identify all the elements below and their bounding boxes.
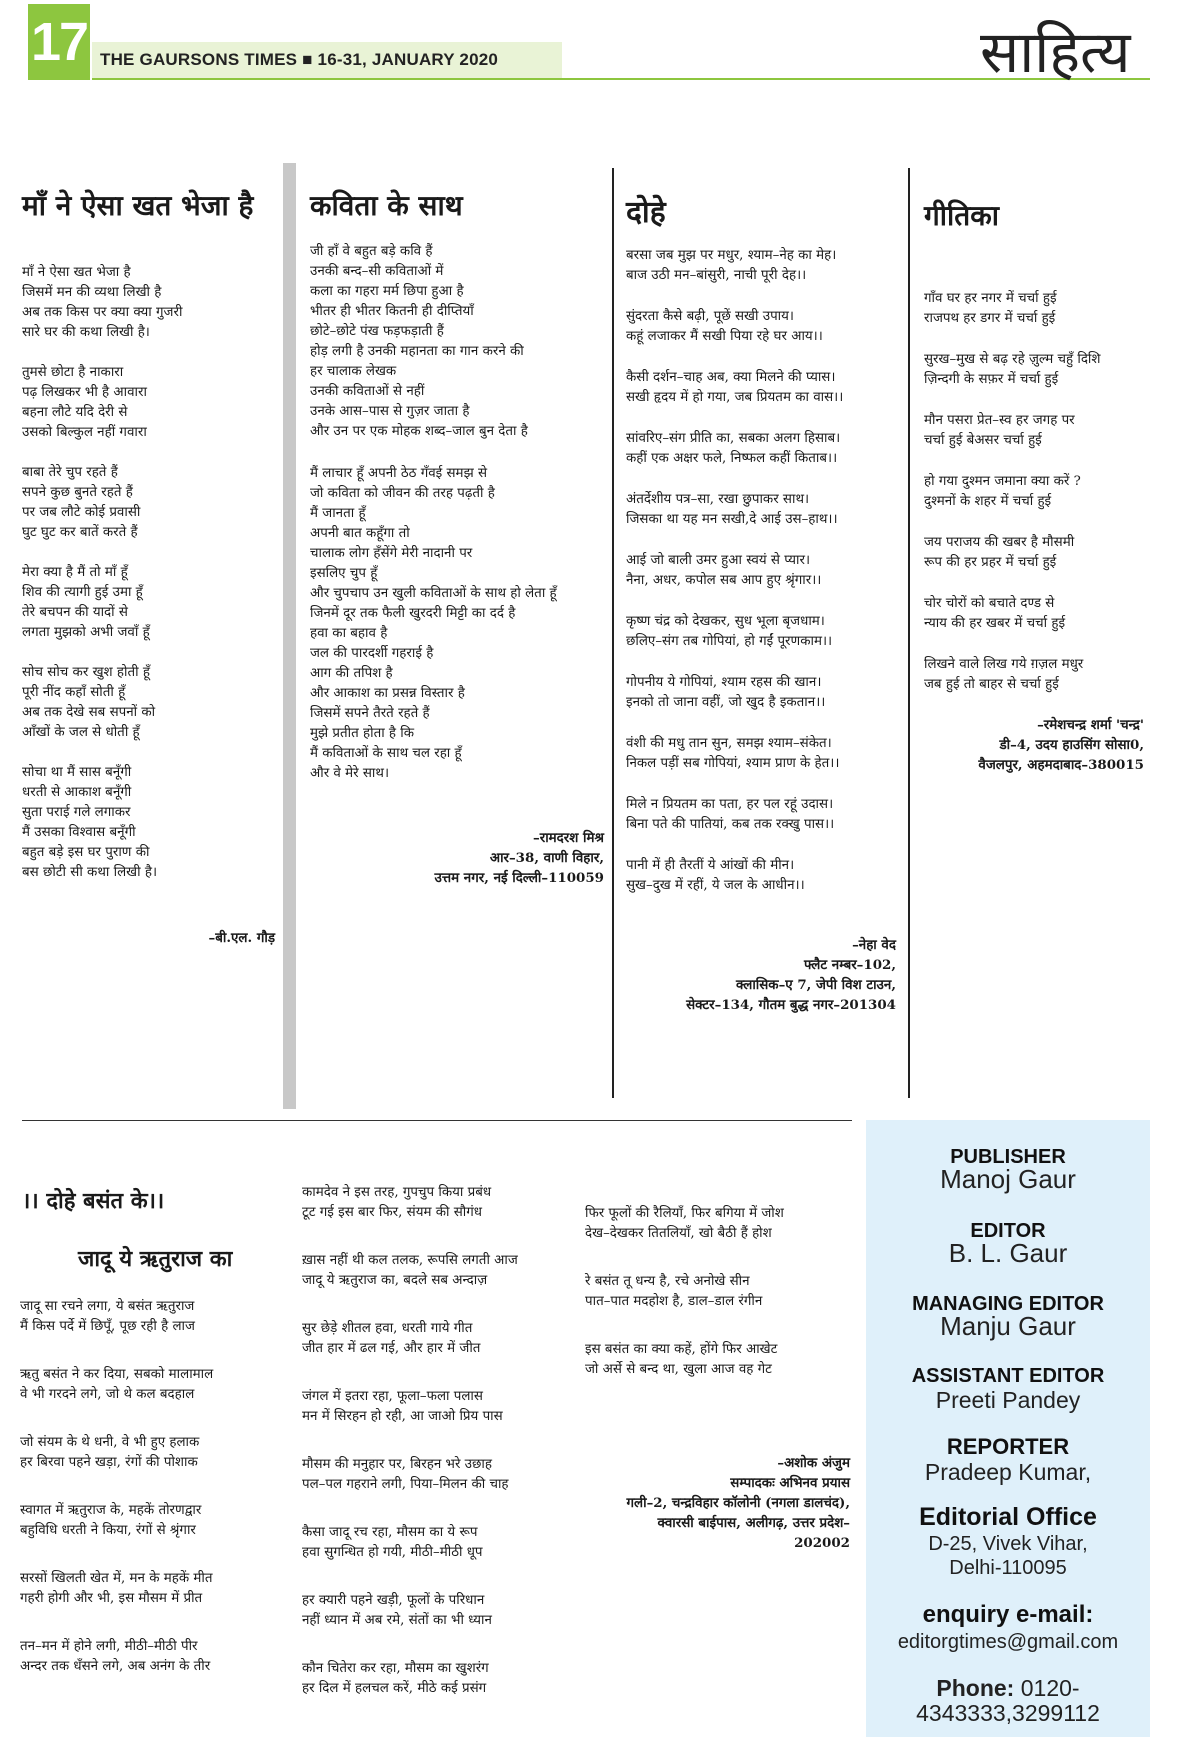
poem-line: सोच सोच कर खुश होती हूँ	[22, 665, 150, 680]
poem-line: जय पराजय की खबर है मौसमी	[924, 535, 1075, 550]
column-divider	[612, 168, 614, 1098]
poem-line: मैं लाचार हूँ अपनी ठेठ गँवई समझ से	[310, 466, 487, 481]
poem-line: जिसमें सपने तैरते रहते हैं	[310, 706, 430, 721]
stanza	[585, 1340, 855, 1380]
author-address-line: 202002	[794, 1535, 850, 1551]
poem-line: होड़ लगी है उनकी महानता का गान करने की	[310, 344, 524, 359]
poem-line: लिखने वाले लिख गये ग़ज़ल मधुर	[924, 657, 1084, 672]
poem-line: मैं किस पर्दे में छिपूँ, पूछ रही है लाज	[20, 1319, 195, 1334]
column-divider-thick	[283, 163, 296, 1109]
assistant-editor-label: ASSISTANT EDITOR	[911, 1365, 1105, 1387]
poem-body	[310, 242, 610, 806]
poem-line: हर बिरवा पहने खड़ा, रंगों की पोशाक	[20, 1455, 198, 1470]
poem-line: पल–पल गहराने लगी, पिया–मिलन की चाह	[302, 1477, 509, 1492]
poem-line: माँ ने ऐसा खत भेजा है	[22, 265, 131, 280]
poem-line: इनको तो जाना वहीं, जो खुद है इकतान।।	[626, 695, 826, 710]
poem-line: वंशी की मधु तान सुन, समझ श्याम–संकेत।	[626, 736, 832, 751]
poem-line: पढ़ लिखकर भी है आवारा	[22, 385, 147, 400]
poem-line: उनकी बन्द–सी कविताओं में	[310, 264, 444, 279]
stanza	[626, 734, 906, 774]
poem-line: इस बसंत का क्या कहें, होंगे फिर आखेट	[585, 1342, 778, 1357]
stanza	[22, 463, 272, 543]
section-divider	[22, 1120, 852, 1121]
poem-line: ज़िन्दगी के सफ़र में चर्चा हुई	[924, 372, 1059, 387]
poem-author: –बी.एल. गौड़	[208, 930, 275, 946]
poem-body	[22, 263, 272, 903]
poem-line: नैना, अधर, कपोल सब आप हुए श्रृंगार।।	[626, 573, 822, 588]
poem-line: देख–देखकर तितलियाँ, खो बैठी हैं होश	[585, 1226, 772, 1241]
stanza	[20, 1365, 290, 1405]
stanza	[22, 263, 272, 343]
email-label: enquiry e-mail:	[922, 1601, 1094, 1628]
poem-line: हर दिल में हलचल करें, मीठे कई प्रसंग	[302, 1681, 487, 1696]
poem-line: मुझे प्रतीत होता है कि	[310, 726, 415, 741]
stanza	[20, 1569, 290, 1609]
stanza	[22, 363, 272, 443]
poem-line: रे बसंत तू धन्य है, रचे अनोखे सीन	[585, 1274, 750, 1289]
poem-line: राजपथ हर डगर में चर्चा हुई	[924, 311, 1056, 326]
poem-author-block	[380, 828, 604, 888]
reporter-name: Pradeep Kumar,	[924, 1459, 1092, 1485]
poem-line: अन्दर तक धँसने लगे, अब अनंग के तीर	[20, 1659, 211, 1674]
poem-line: निकल पड़ीं सब गोपियां, श्याम प्राण के हेत।।	[626, 756, 840, 771]
poem-line: सखी हृदय में हो गया, जब प्रियतम का वास।।	[626, 390, 844, 405]
poem-line: गोपनीय ये गोपियां, श्याम रहस की खान।	[626, 675, 822, 690]
poem-line: कला का गहरा मर्म छिपा हुआ है	[310, 284, 464, 299]
poem-line: सपने कुछ बुनते रहते हैं	[22, 485, 133, 500]
office-label: Editorial Office	[919, 1503, 1097, 1531]
poem-line: घुट घुट कर बातें करते हैं	[22, 525, 138, 540]
stanza	[20, 1501, 290, 1541]
poem-line: तेरे बचपन की यादों से	[22, 605, 128, 620]
poem-line: रूप की हर प्रहर में चर्चा हुई	[924, 555, 1057, 570]
poem-title: कविता के साथ	[310, 189, 463, 222]
poem-body	[924, 289, 1150, 716]
poem-line: बाज उठी मन–बांसुरी, नाची पूरी देह।।	[626, 268, 807, 283]
stanza	[302, 1319, 582, 1359]
poem-line: शिव की त्यागी हुई उमा हूँ	[22, 585, 143, 600]
author-address-line: क्लासिक–ए 7, जेपी विश टाउन,	[735, 977, 896, 993]
author-address-line: उत्तम नगर, नई दिल्ली–110059	[434, 870, 604, 886]
poem-line: कैसी दर्शन–चाह अब, क्या मिलने की प्यास।	[626, 370, 836, 385]
poem-line: बहना लौटे यदि देरी से	[22, 405, 128, 420]
reporter-label: REPORTER	[946, 1434, 1070, 1459]
poem-line: मेरा क्या है मैं तो माँ हूँ	[22, 565, 128, 580]
poem-title: ।। दोहे बसंत के।।	[22, 1188, 165, 1214]
stanza	[626, 429, 906, 469]
poem-line: जादू सा रचने लगा, ये बसंत ऋतुराज	[20, 1299, 195, 1314]
stanza	[626, 673, 906, 713]
stanza	[22, 563, 272, 643]
stanza	[310, 242, 610, 442]
poem-line: सुरख–मुख से बढ़ रहे ज़ुल्म चहुँ दिशि	[924, 352, 1101, 367]
poem-title: दोहे	[626, 195, 666, 230]
poem-line: मैं उसका विश्वास बनूँगी	[22, 825, 136, 840]
poem-body	[20, 1297, 290, 1705]
poem-line: गाँव घर हर नगर में चर्चा हुई	[924, 291, 1057, 306]
stanza	[924, 594, 1150, 634]
poem-line: हर चालाक लेखक	[310, 364, 397, 379]
poem-line: उनकी कविताओं से नहीं	[310, 384, 425, 399]
poem-line: न्याय की हर खबर में चर्चा हुई	[924, 616, 1066, 631]
poem-line: और चुपचाप उन खुली कविताओं के साथ हो लेता हूँ	[310, 586, 557, 601]
poem-line: बहुत बड़े इस घर पुराण की	[22, 845, 150, 860]
poem-line: गहरी होगी और भी, इस मौसम में प्रीत	[20, 1591, 203, 1606]
stanza	[626, 368, 906, 408]
section-title: साहित्य	[980, 18, 1131, 86]
poem-line: आग की तपिश है	[310, 666, 393, 681]
stanza	[20, 1433, 290, 1473]
poem-line: कहीं एक अक्षर फले, निष्फल कहीं किताब।।	[626, 451, 838, 466]
stanza	[626, 490, 906, 530]
poem-line: ख़ास नहीं थी कल तलक, रूपसि लगती आज	[302, 1253, 518, 1268]
page-number: 17	[28, 4, 90, 80]
author-address-line: डी–4, उदय हाउसिंग सोसा0,	[999, 737, 1144, 753]
poem-line: पात–पात मदहोश है, डाल–डाल रंगीन	[585, 1294, 763, 1309]
stanza	[585, 1204, 855, 1244]
poem-line: जिनमें दूर तक फैली खुरदरी मिट्टी का दर्द है	[310, 606, 516, 621]
stanza	[20, 1297, 290, 1337]
poem-line: जब हुई तो बाहर से चर्चा हुई	[924, 677, 1059, 692]
poem-line: धरती से आकाश बनूँगी	[22, 785, 132, 800]
poem-line: जिसका था यह मन सखी,दे आई उस–हाथ।।	[626, 512, 838, 527]
poem-line: अब तक देखे सब सपनों को	[22, 705, 156, 720]
poem-line: हर क्यारी पहने खड़ी, फूलों के परिधान	[302, 1593, 485, 1608]
poem-line: मिले न प्रियतम का पता, हर पल रहूं उदास।	[626, 797, 834, 812]
assistant-editor-name: Preeti Pandey	[935, 1387, 1081, 1413]
stanza	[924, 289, 1150, 329]
stanza	[302, 1523, 582, 1563]
stanza	[20, 1637, 290, 1677]
poem-line: दुश्मनों के शहर में चर्चा हुई	[924, 494, 1052, 509]
author-address-line: आर–38, वाणी विहार,	[489, 850, 604, 866]
poem-line: ऋतु बसंत ने कर दिया, सबको मालामाल	[20, 1367, 214, 1382]
poem-line: नहीं ध्यान में अब रमे, संतों का भी ध्यान	[302, 1613, 492, 1628]
poem-line: अंतर्देशीय पत्र–सा, रखा छुपाकर साथ।	[626, 492, 810, 507]
managing-editor-label: MANAGING EDITOR	[912, 1293, 1104, 1315]
poem-author-block	[560, 1453, 850, 1553]
poem-line: छोटे–छोटे पंख फड़फड़ाती हैं	[310, 324, 444, 339]
poem-line: बस छोटी सी कथा लिखी है।	[22, 865, 158, 880]
poem-line: सुता पराई गले लगाकर	[22, 805, 131, 820]
phone-line2: 4343333,3299112	[916, 1700, 1100, 1726]
poem-body	[302, 1183, 582, 1727]
author-address-line: सम्पादकः अभिनव प्रयास	[730, 1475, 850, 1491]
poem-line: मैं कविताओं के साथ चल रहा हूँ	[310, 746, 462, 761]
poem-line: आई जो बाली उमर हुआ स्वयं से प्यार।	[626, 553, 811, 568]
office-address-line1: D-25, Vivek Vihar,	[928, 1533, 1088, 1555]
poem-line: आँखों के जल से धोती हूँ	[22, 725, 140, 740]
masthead-text: THE GAURSONS TIMES ■ 16-31, JANUARY 2020	[100, 50, 499, 69]
stanza	[302, 1659, 582, 1699]
stanza	[585, 1272, 855, 1312]
stanza	[626, 612, 906, 652]
stanza	[924, 533, 1150, 573]
poem-line: जी हाँ वे बहुत बड़े कवि हैं	[310, 244, 433, 259]
poem-line: जादू ये ऋतुराज का, बदले सब अन्दाज़	[302, 1273, 488, 1288]
poem-line: और वे मेरे साथ।	[310, 766, 390, 781]
poem-line: तन–मन में होने लगी, मीठी–मीठी पीर	[20, 1639, 198, 1654]
poem-line: पूरी नींद कहाँ सोती हूँ	[22, 685, 126, 700]
stanza	[626, 246, 906, 286]
poem-line: बिना पते की पातियां, कब तक रक्खु पास।।	[626, 817, 835, 832]
poem-line: छलिए–संग तब गोपियां, हो गईं पूरणकाम।।	[626, 634, 833, 649]
stanza	[302, 1387, 582, 1427]
poem-line: उसको बिल्कुल नहीं गवारा	[22, 425, 147, 440]
office-address-line2: Delhi-110095	[949, 1557, 1067, 1579]
poem-line: कौन चितेरा कर रहा, मौसम का खुशरंग	[302, 1661, 489, 1676]
poem-line: उनके आस–पास से गुज़र जाता है	[310, 404, 470, 419]
poem-line: हो गया दुश्मन जमाना क्या करें ?	[924, 474, 1081, 489]
poem-line: कृष्ण चंद्र को देखकर, सुध भूला बृजधाम।	[626, 614, 825, 629]
poem-line: जल की पारदर्शी गहराई है	[310, 646, 434, 661]
poem-title: माँ ने ऐसा खत भेजा है	[22, 189, 254, 222]
email-link[interactable]: editorgtimes@gmail.com	[897, 1631, 1119, 1653]
poem-line: कैसा जादू रच रहा, मौसम का ये रूप	[302, 1525, 478, 1540]
poem-line: स्वागत में ऋतुराज के, महकें तोरणद्वार	[20, 1503, 202, 1518]
poem-line: सारे घर की कथा लिखी है।	[22, 325, 150, 340]
poem-line: कामदेव ने इस तरह, गुपचुप किया प्रबंध	[302, 1185, 492, 1200]
poem-line: सरसों खिलती खेत में, मन के महकें मीत	[20, 1571, 213, 1586]
stanza	[626, 551, 906, 591]
poem-line: बाबा तेरे चुप रहते हैं	[22, 465, 118, 480]
phone-line1	[866, 1675, 1150, 1702]
phone-label: Phone:	[936, 1675, 1015, 1701]
poem-line: बहुविधि धरती ने किया, रंगों से श्रृंगार	[20, 1523, 196, 1538]
publisher-label: PUBLISHER	[950, 1146, 1066, 1168]
poem-line: मौन पसरा प्रेत–स्व हर जगह पर	[924, 413, 1075, 428]
poem-line: हवा का बहाव है	[310, 626, 388, 641]
stanza	[924, 350, 1150, 390]
author-address-line: फ्लैट नम्बर–102,	[803, 957, 896, 973]
poem-author: –रमेशचन्द्र शर्मा 'चन्द्र'	[1037, 717, 1144, 733]
poem-body	[585, 1204, 855, 1408]
poem-line: अब तक किस पर क्या क्या गुजरी	[22, 305, 183, 320]
poem-line: बरसा जब मुझ पर मधुर, श्याम–नेह का मेह।	[626, 248, 837, 263]
stanza	[302, 1591, 582, 1631]
publisher-name: Manoj Gaur	[940, 1164, 1076, 1194]
managing-editor-name: Manju Gaur	[940, 1311, 1076, 1341]
stanza	[22, 763, 272, 883]
poem-line: जो अर्से से बन्द था, खुला आज वह गेट	[585, 1362, 772, 1377]
poem-line: तुमसे छोटा है नाकारा	[22, 365, 124, 380]
poem-line: मौसम की मनुहार पर, बिरहन भरे उछाह	[302, 1457, 492, 1472]
poem-line: सुख–दुख में रहीं, ये जल के आधीन।।	[626, 878, 805, 893]
stanza	[626, 307, 906, 347]
poem-author: –रामदरश मिश्र	[533, 830, 604, 846]
stanza	[626, 856, 906, 896]
editor-label: EDITOR	[970, 1220, 1046, 1242]
poem-line: चर्चा हुई बेअसर चर्चा हुई	[924, 433, 1042, 448]
poem-author-block	[620, 935, 896, 1015]
poem-body	[626, 246, 906, 917]
phone-number-part1: 0120-	[1020, 1675, 1080, 1701]
poem-line: भीतर ही भीतर कितनी ही दीप्तियाँ	[310, 304, 474, 319]
poem-line: मैं जानता हूँ	[310, 506, 366, 521]
poem-line: इसलिए चुप हूँ	[310, 566, 378, 581]
poem-author: –नेहा वेद	[852, 937, 896, 953]
author-address-line: गली–2, चन्द्रविहार कॉलोनी (नगला डालचंद),	[626, 1495, 850, 1511]
poem-line: मन में सिरहन हो रही, आ जाओ प्रिय पास	[302, 1409, 503, 1424]
poem-line: लगता मुझको अभी जवाँ हूँ	[22, 625, 150, 640]
poem-line: और आकाश का प्रसन्न विस्तार है	[310, 686, 465, 701]
stanza	[310, 464, 610, 784]
editor-name: B. L. Gaur	[948, 1238, 1068, 1268]
stanza	[924, 472, 1150, 512]
poem-line: जीत हार में ढल गई, और हार में जीत	[302, 1341, 481, 1356]
poem-line: कहूं लजाकर मैं सखी पिया रहे घर आय।।	[626, 329, 823, 344]
poem-line: जंगल में इतरा रहा, फूला–फला पलास	[302, 1389, 483, 1404]
poem-subtitle: जादू ये ऋतुराज का	[78, 1246, 233, 1272]
poem-author: –अशोक अंजुम	[777, 1455, 850, 1471]
poem-line: सोचा था मैं सास बनूँगी	[22, 765, 132, 780]
poem-line: जो कविता को जीवन की तरह पढ़ती है	[310, 486, 495, 501]
poem-line: टूट गई इस बार फिर, संयम की सौगंध	[302, 1205, 483, 1220]
stanza	[302, 1455, 582, 1495]
poem-line: वे भी गरदने लगे, जो थे कल बदहाल	[20, 1387, 195, 1402]
poem-line: फिर फूलों की रैलियाँ, फिर बगिया में जोश	[585, 1206, 784, 1221]
poem-line: सांवरिए–संग प्रीति का, सबका अलग हिसाब।	[626, 431, 841, 446]
author-address-line: वैजलपुर, अहमदाबाद–380015	[978, 757, 1144, 773]
column-divider	[908, 168, 910, 1098]
poem-line: अपनी बात कहूँगा तो	[310, 526, 410, 541]
stanza	[924, 655, 1150, 695]
poem-line: जो संयम के थे धनी, वे भी हुए हलाक	[20, 1435, 200, 1450]
poem-line: पानी में ही तैरतीं ये आंखों की मीन।	[626, 858, 795, 873]
stanza	[302, 1251, 582, 1291]
poem-line: सुंदरता कैसे बढ़ी, पूछें सखी उपाय।	[626, 309, 794, 324]
author-address-line: क्वारसी बाईपास, अलीगढ़, उत्तर प्रदेश–	[657, 1515, 850, 1531]
poem-line: चालाक लोग हँसेंगे मेरी नादानी पर	[310, 546, 473, 561]
poem-line: और उन पर एक मोहक शब्द–जाल बुन देता है	[310, 424, 528, 439]
poem-title: गीतिका	[924, 199, 999, 232]
poem-line: सुर छेड़े शीतल हवा, धरती गाये गीत	[302, 1321, 473, 1336]
poem-author-block	[924, 715, 1144, 775]
poem-line: चोर चोरों को बचाते दण्ड से	[924, 596, 1055, 611]
poem-line: पर जब लौटे कोई प्रवासी	[22, 505, 141, 520]
poem-line: हवा सुगन्धित हो गयी, मीठी–मीठी धूप	[302, 1545, 483, 1560]
poem-line: जिसमें मन की व्यथा लिखी है	[22, 285, 162, 300]
author-address-line: सेक्टर–134, गौतम बुद्ध नगर–201304	[686, 997, 896, 1013]
stanza	[302, 1183, 582, 1223]
stanza	[924, 411, 1150, 451]
stanza	[22, 663, 272, 743]
stanza	[626, 795, 906, 835]
